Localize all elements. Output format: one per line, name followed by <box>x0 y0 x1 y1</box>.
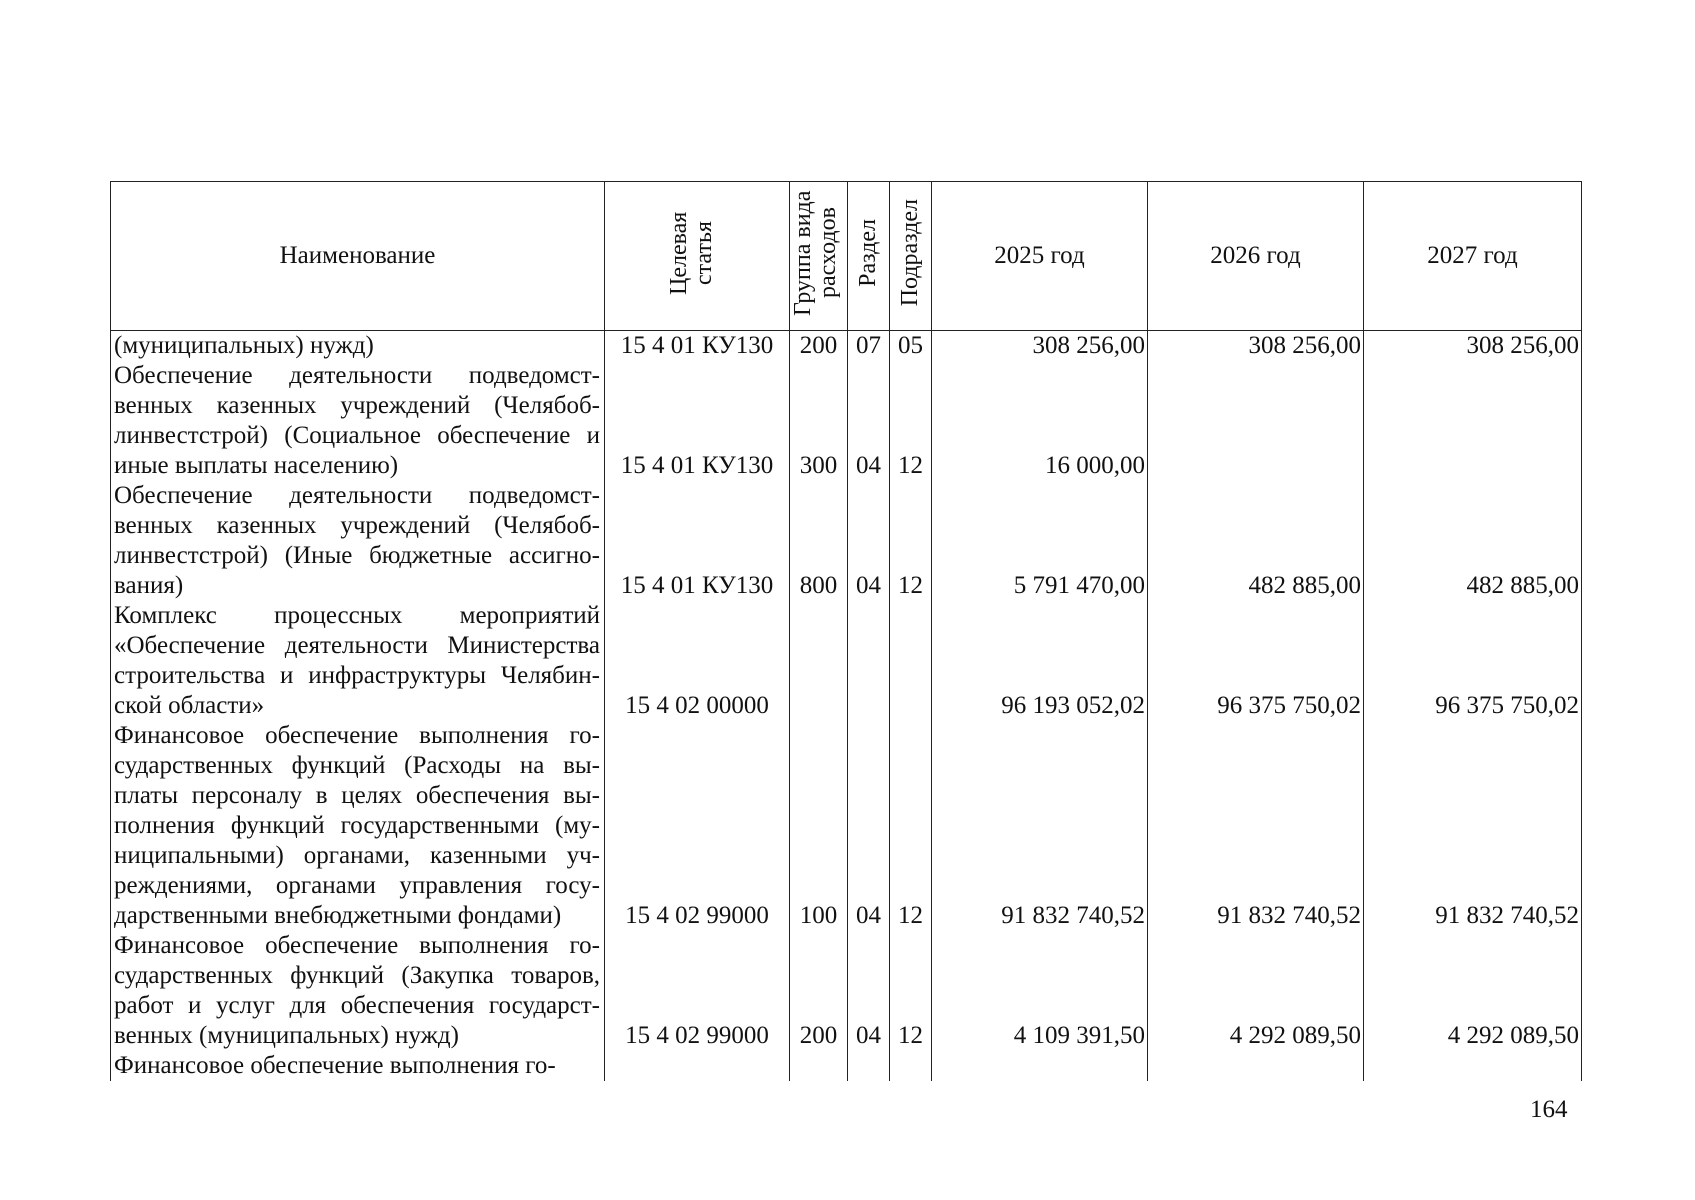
row-expense-group: 800 <box>790 481 848 601</box>
row-amount-2027: 482 885,00 <box>1364 481 1582 601</box>
row-amount-2025: 5 791 470,00 <box>932 481 1148 601</box>
row-subsection: 12 <box>890 721 932 931</box>
row-amount-2026: 96 375 750,02 <box>1148 601 1364 721</box>
row-expense-group <box>790 1051 848 1081</box>
row-amount-2026 <box>1148 1051 1364 1081</box>
row-name: Обеспечение деятельности подведомст-венных казенных учреждений (Челябоб-линвестстрой) (Социальное обеспечение и иные выплаты населению) <box>111 361 605 481</box>
row-amount-2026 <box>1148 361 1364 481</box>
row-expense-group: 100 <box>790 721 848 931</box>
row-amount-2026: 91 832 740,52 <box>1148 721 1364 931</box>
row-expense-group: 200 <box>790 931 848 1051</box>
row-section: 04 <box>848 721 890 931</box>
row-amount-2025 <box>932 1051 1148 1081</box>
table-row <box>111 1051 1582 1081</box>
row-expense-group: 200 <box>790 331 848 362</box>
row-target-article: 15 4 01 КУ130 <box>605 331 790 362</box>
row-amount-2025: 308 256,00 <box>932 331 1148 362</box>
row-target-article <box>605 1051 790 1081</box>
table-header-row <box>111 182 1582 331</box>
row-amount-2026: 482 885,00 <box>1148 481 1364 601</box>
row-subsection: 12 <box>890 931 932 1051</box>
page-number: 164 <box>1530 1096 1568 1123</box>
row-amount-2027 <box>1364 1051 1582 1081</box>
row-amount-2025: 4 109 391,50 <box>932 931 1148 1051</box>
header-subsection: Подраздел <box>890 182 932 331</box>
header-section: Раздел <box>848 182 890 331</box>
header-name: Наименование <box>111 182 605 331</box>
row-subsection: 05 <box>890 331 932 362</box>
header-year-2026: 2026 год <box>1148 182 1364 331</box>
row-amount-2027 <box>1364 361 1582 481</box>
row-amount-2027: 4 292 089,50 <box>1364 931 1582 1051</box>
row-amount-2025: 16 000,00 <box>932 361 1148 481</box>
row-amount-2025: 96 193 052,02 <box>932 601 1148 721</box>
row-amount-2027: 96 375 750,02 <box>1364 601 1582 721</box>
row-name: (муниципальных) нужд) <box>111 331 605 362</box>
row-target-article: 15 4 02 99000 <box>605 931 790 1051</box>
row-amount-2026: 4 292 089,50 <box>1148 931 1364 1051</box>
table-row <box>111 361 1582 481</box>
row-name: Финансовое обеспечение выполнения го-сударственных функций (Расходы на вы-платы персоналу в целях обеспечения вы-полнения функций государственными (му-ниципальными) органами, казенными уч-реждениями, органами управления госу-дарственными внебюджетными фондами) <box>111 721 605 931</box>
header-target-article: Целевая статья <box>605 182 790 331</box>
table-row <box>111 331 1582 362</box>
table-row <box>111 481 1582 601</box>
row-amount-2025: 91 832 740,52 <box>932 721 1148 931</box>
row-expense-group <box>790 601 848 721</box>
row-section: 04 <box>848 931 890 1051</box>
table-row <box>111 931 1582 1051</box>
row-subsection <box>890 1051 932 1081</box>
row-name: Финансовое обеспечение выполнения го- <box>111 1051 605 1081</box>
row-subsection: 12 <box>890 361 932 481</box>
row-target-article: 15 4 02 00000 <box>605 601 790 721</box>
row-amount-2026: 308 256,00 <box>1148 331 1364 362</box>
row-target-article: 15 4 01 КУ130 <box>605 481 790 601</box>
header-expense-group: Группа вида расходов <box>790 182 848 331</box>
row-target-article: 15 4 01 КУ130 <box>605 361 790 481</box>
row-amount-2027: 308 256,00 <box>1364 331 1582 362</box>
row-expense-group: 300 <box>790 361 848 481</box>
row-subsection: 12 <box>890 481 932 601</box>
row-name: Обеспечение деятельности подведомст-венных казенных учреждений (Челябоб-линвестстрой) (Иные бюджетные ассигно-вания) <box>111 481 605 601</box>
budget-table <box>110 181 1582 1081</box>
row-section: 07 <box>848 331 890 362</box>
row-name: Комплекс процессных мероприятий «Обеспечение деятельности Министерства строительства и инфраструктуры Челябин-ской области» <box>111 601 605 721</box>
header-year-2027: 2027 год <box>1364 182 1582 331</box>
row-section: 04 <box>848 481 890 601</box>
row-amount-2027: 91 832 740,52 <box>1364 721 1582 931</box>
row-target-article: 15 4 02 99000 <box>605 721 790 931</box>
row-section: 04 <box>848 361 890 481</box>
table-row <box>111 601 1582 721</box>
table-row <box>111 721 1582 931</box>
row-subsection <box>890 601 932 721</box>
row-section <box>848 1051 890 1081</box>
header-year-2025: 2025 год <box>932 182 1148 331</box>
row-section <box>848 601 890 721</box>
row-name: Финансовое обеспечение выполнения го-сударственных функций (Закупка товаров, работ и услуг для обеспечения государст-венных (муниципальных) нужд) <box>111 931 605 1051</box>
